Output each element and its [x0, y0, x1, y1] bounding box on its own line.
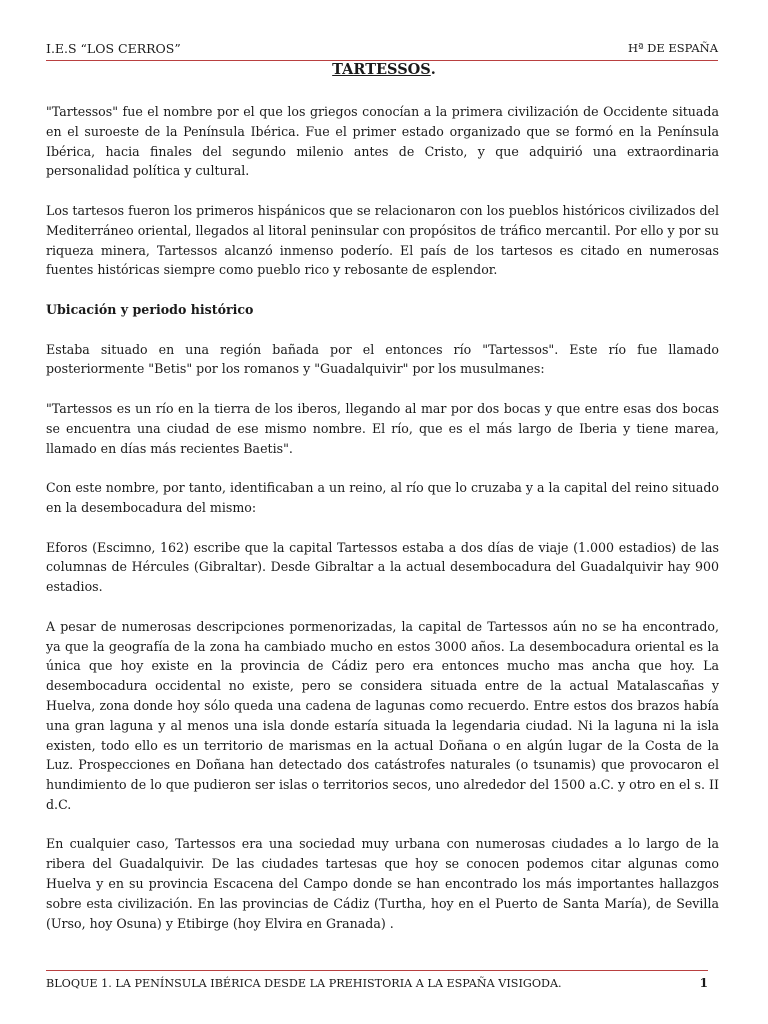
- page-header: [46, 40, 718, 61]
- section-heading: Ubicación y periodo histórico: [46, 301, 254, 317]
- page-number: 1: [699, 976, 708, 990]
- paragraph: Estaba situado en una región bañada por el entonces río "Tartessos". Este río fue llamado posteriormente "Betis" por los romanos y "Guadalquivir" por los musulmanes:: [46, 341, 719, 377]
- footer-block-title: BLOQUE 1. LA PENÍNSULA IBÉRICA DESDE LA PREHISTORIA A LA ESPAÑA VISIGODA.: [46, 977, 562, 990]
- paragraph: Eforos (Escimno, 162) escribe que la capital Tartessos estaba a dos días de viaje (1.000 estadios) de las columnas de Hércules (Gibraltar). Desde Gibraltar a la actual desembocadura del Guadalquivir hay 900 estadios.: [46, 539, 719, 595]
- document-title-suffix: .: [430, 61, 436, 78]
- page-footer: [46, 970, 708, 991]
- paragraph: "Tartessos es un río en la tierra de los iberos, llegando al mar por dos bocas y que entre esas dos bocas se encuentra una ciudad de ese mismo nombre. El río, que es el más largo de Iberia y tiene marea, llamado en días más recientes Baetis".: [46, 400, 719, 456]
- paragraph: A pesar de numerosas descripciones pormenorizadas, la capital de Tartessos aún no se ha encontrado, ya que la geografía de la zona ha cambiado mucho en estos 3000 años. La desembocadura oriental es la única que hoy existe en la provincia de Cádiz pero era entonces mucho mas ancha que hoy. La desembocadura occidental no existe, pero se considera situada entre de la actual Matalascañas y Huelva, zona donde hoy sólo queda una cadena de lagunas como recuerdo. Entre estos dos brazos había una gran laguna y al menos una isla donde estaría situada la legendaria ciudad. Ni la laguna ni la isla existen, todo ello es un territorio de marismas en la actual Doñana o en algún lugar de la Costa de la Luz. Prospecciones en Doñana han detectado dos catástrofes naturales (o tsunamis) que provocaron el hundimiento de lo que pudieron ser islas o territorios secos, uno alrededor del 1500 a.C. y otro en el s. II d.C.: [46, 618, 719, 812]
- paragraph: En cualquier caso, Tartessos era una sociedad muy urbana con numerosas ciudades a lo largo de la ribera del Guadalquivir. De las ciudades tartesas que hoy se conocen podemos citar algunas como Huelva y en su provincia Escacena del Campo donde se han encontrado los más importantes hallazgos sobre esta civilización. En las provincias de Cádiz (Turtha, hoy en el Puerto de Santa María), de Sevilla (Urso, hoy Osuna) y Etibirge (hoy Elvira en Granada) .: [46, 836, 719, 931]
- paragraph: Los tartesos fueron los primeros hispánicos que se relacionaron con los pueblos históricos civilizados del Mediterráneo oriental, llegados al litoral peninsular con propósitos de tráfico mercantil. Por ello y por su riqueza minera, Tartessos alcanzó inmenso poderío. El país de los tartesos es citado en numerosas fuentes históricas siempre como pueblo rico y rebosante de esplendor.: [46, 202, 719, 278]
- header-school-name: I.E.S “LOS CERROS”: [46, 41, 181, 56]
- document-body: [46, 102, 719, 953]
- paragraph: "Tartessos" fue el nombre por el que los griegos conocían a la primera civilización de Occidente situada en el suroeste de la Península Ibérica. Fue el primer estado organizado que se formó en la Península Ibérica, hacia finales del segundo milenio antes de Cristo, y que adquirió una extraordinaria personalidad política y cultural.: [46, 104, 719, 179]
- document-title: [0, 61, 768, 78]
- header-subject: Hª DE ESPAÑA: [627, 41, 718, 55]
- document-title-text: TARTESSOS: [332, 61, 431, 78]
- paragraph: Con este nombre, por tanto, identificaban a un reino, al río que lo cruzaba y a la capital del reino situado en la desembocadura del mismo:: [46, 480, 719, 515]
